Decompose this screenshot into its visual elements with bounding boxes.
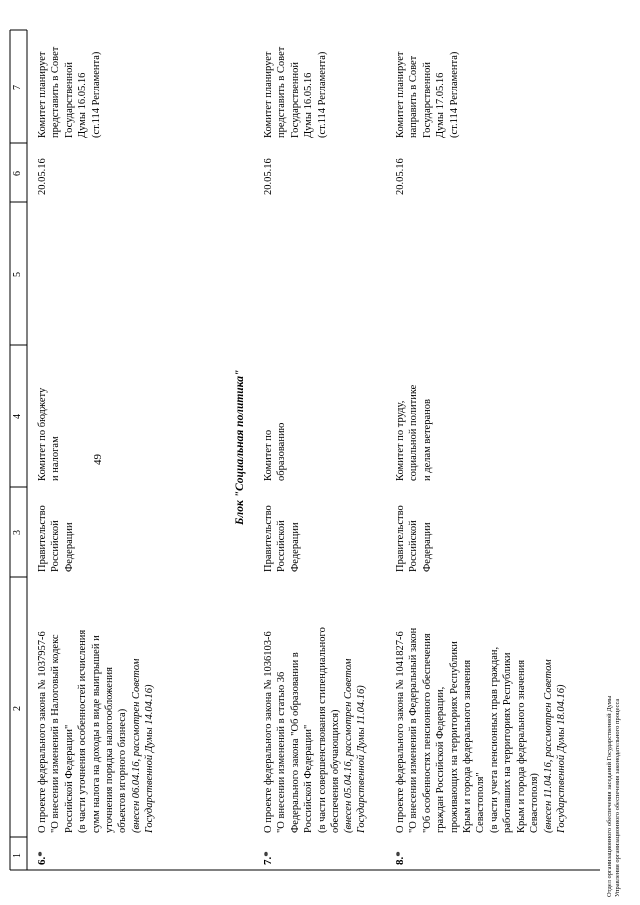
col-header-6: 6 — [12, 171, 23, 176]
row-number: 8.* — [394, 851, 406, 865]
bill-note: (внесен 06.04.16, рассмотрен Советом Государственной Думы 14.04.16) — [131, 658, 156, 833]
comment: Комитет планирует направить в Совет Государственной Думы 17.05.16 (ст.114 Регламента) — [395, 51, 460, 138]
bill-title: О проекте федерального закона № 1036103-6 "О внесении изменений в статью 36 Федерального закона "Об образовании в Российской Федерации" (в части совершенствования стипендиального обеспечения обучающихся) — [263, 627, 342, 833]
review-date: 20.05.16 — [37, 158, 48, 195]
initiator: Правительство Российской Федерации — [37, 505, 75, 572]
committee: Комитет по образованию — [263, 422, 288, 481]
col-header-4: 4 — [12, 414, 23, 419]
committee: Комитет по бюджету и налогам — [37, 387, 62, 481]
col-header-1: 1 — [12, 853, 23, 858]
block-title: Блок "Социальная политика" — [234, 369, 246, 525]
col-header-3: 3 — [12, 530, 23, 535]
row-number: 7.* — [262, 851, 274, 865]
comment: Комитет планирует представить в Совет Государственной Думы 16.05.16 (ст.114 Регламента) — [263, 46, 328, 138]
initiator: Правительство Российской Федерации — [263, 505, 301, 572]
bill-note: (внесен 05.04.16, рассмотрен Советом Государственной Думы 11.04.16) — [343, 658, 368, 833]
review-date: 20.05.16 — [263, 158, 274, 195]
col-header-7: 7 — [12, 85, 23, 90]
initiator: Правительство Российской Федерации — [395, 505, 433, 572]
col-header-5: 5 — [12, 272, 23, 277]
col-header-2: 2 — [12, 706, 23, 711]
comment: Комитет планирует представить в Совет Государственной Думы 16.05.16 (ст.114 Регламента) — [37, 46, 102, 138]
bill-note: (внесен 11.04.16, рассмотрен Советом Государственной Думы 18.04.16) — [543, 659, 568, 833]
bill-title: О проекте федерального закона № 1037957-6 "О внесении изменений в Налоговый кодекс Российской Федерации" (в части уточнения особенностей исчисления сумм налога на доходы в виде выигрышей и уточнения порядка налогообложения объектов игорного бизнеса) — [37, 629, 129, 833]
bill-title: О проекте федерального закона № 1041827-6 "О внесении изменений в Федеральный закон "Об особенностях пенсионного обеспечения граждан Российской Федерации, проживающих на территориях Республики Крым и города федерального значения Севастополя" (в части учета пенсионных прав граждан, работавших на территориях Республики Крым и города федерального значения Севастополя) — [395, 627, 541, 833]
review-date: 20.05.16 — [395, 158, 406, 195]
footer-note: Отдел организационного обеспечения заседаний Государственной Думы Управления организационного обеспечения законодательного процесса — [606, 695, 621, 897]
row-number: 6.* — [36, 851, 48, 865]
page-number: 49 — [92, 454, 104, 465]
committee: Комитет по труду, социальной политике и делам ветеранов — [395, 384, 433, 481]
